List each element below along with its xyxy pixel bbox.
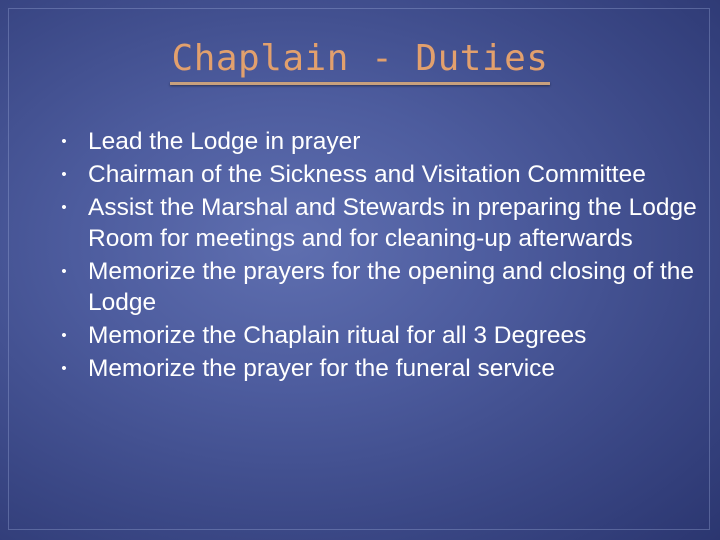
bullet-icon: • bbox=[61, 166, 67, 183]
bullet-icon: • bbox=[61, 327, 67, 344]
bullet-text: Lead the Lodge in prayer bbox=[88, 128, 361, 155]
bullet-text: Memorize the prayers for the opening and closing of the Lodge bbox=[88, 258, 695, 316]
bullet-text: Memorize the prayer for the funeral service bbox=[88, 355, 556, 382]
list-item bbox=[58, 159, 698, 190]
list-item bbox=[58, 320, 698, 351]
list-item bbox=[58, 353, 698, 384]
bullet-text: Assist the Marshal and Stewards in preparing the Lodge Room for meetings and for cleaning-up afterwards bbox=[88, 194, 697, 252]
slide-title: Chaplain - Duties bbox=[171, 38, 549, 79]
title-underline bbox=[170, 82, 550, 85]
list-item bbox=[58, 126, 698, 157]
list-item bbox=[58, 256, 698, 318]
bullet-icon: • bbox=[61, 263, 67, 280]
bullet-text: Memorize the Chaplain ritual for all 3 Degrees bbox=[88, 322, 587, 349]
bullet-icon: • bbox=[61, 199, 67, 216]
bullet-icon: • bbox=[61, 133, 67, 150]
bullet-icon: • bbox=[61, 360, 67, 377]
list-item bbox=[58, 192, 698, 254]
bullet-text: Chairman of the Sickness and Visitation Committee bbox=[88, 161, 646, 188]
bullet-list bbox=[58, 126, 698, 386]
